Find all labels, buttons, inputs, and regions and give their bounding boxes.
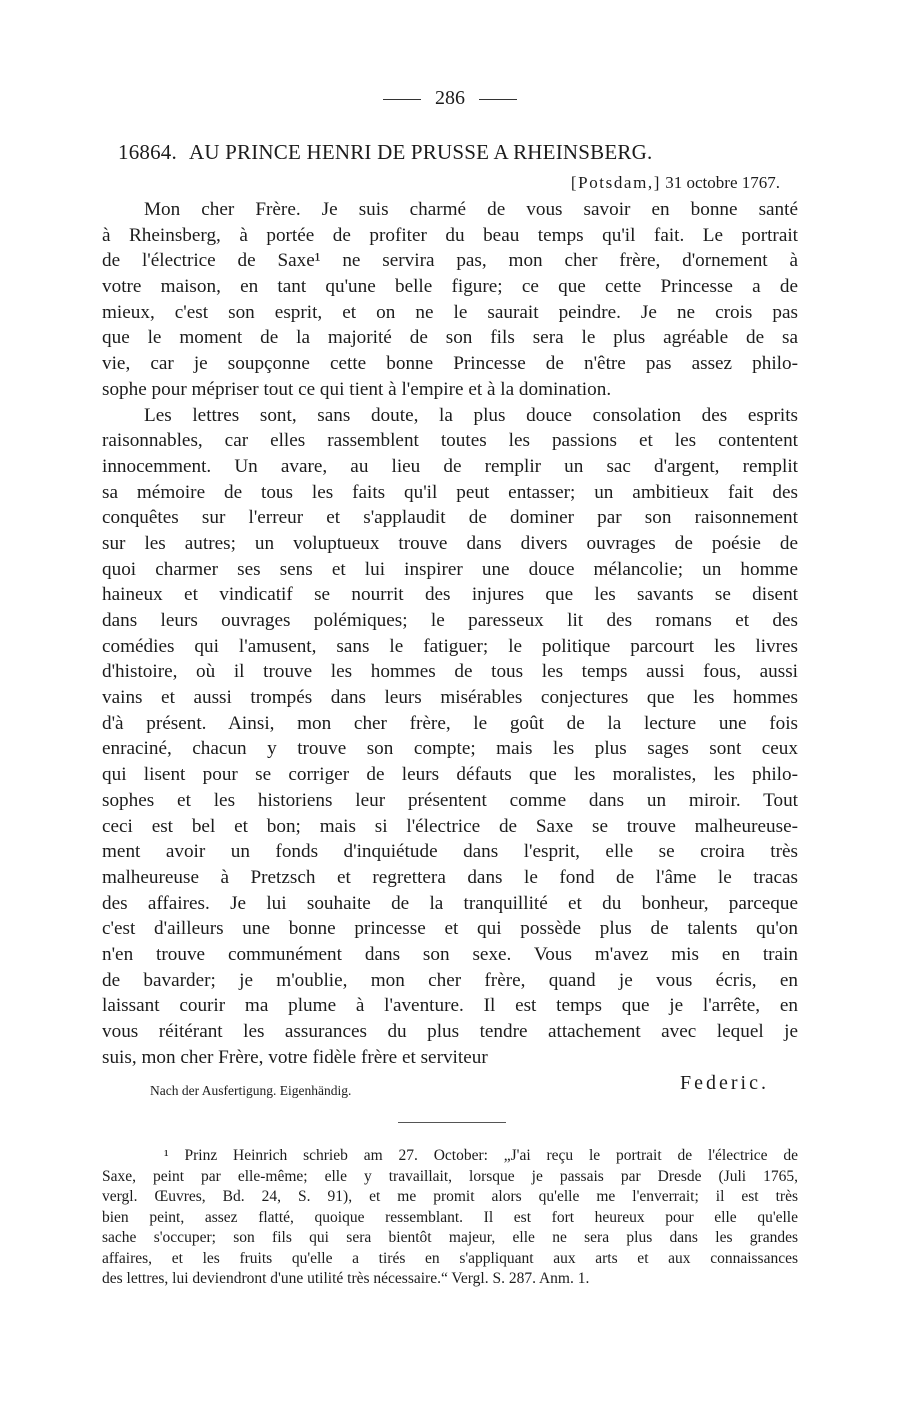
letter-title: AU PRINCE HENRI DE PRUSSE A RHEINSBERG.	[188, 140, 653, 164]
letter-line: dans leurs ouvrages polémiques; le paresseux lit des romans et des	[102, 610, 798, 631]
source-note: Nach der Ausfertigung. Eigenhändig.	[150, 1083, 352, 1098]
letter-line: mieux, c'est son esprit, et on ne le saurait peindre. Je ne crois pas	[102, 301, 798, 323]
page-number	[0, 86, 900, 110]
letter-line: sophes et les historiens leur présentent comme dans un miroir. Tout	[102, 789, 798, 811]
footnote-line: Saxe, peint par elle-même; elle y travaillait, lorsque je passais par Dresde (Juli 1765,	[102, 1167, 798, 1185]
letter-line: c'est d'ailleurs une bonne princesse et qui possède plus de talents qu'on	[102, 918, 798, 940]
letter-line: sophe pour mépriser tout ce qui tient à l'empire et à la domination.	[102, 378, 612, 400]
footnote-line: vergl. Œuvres, Bd. 24, S. 91), et me promit alors qu'elle me l'enverrait; il est très	[102, 1188, 798, 1205]
letter-line: sur les autres; un voluptueux trouve dans divers ouvrages de poésie de	[102, 532, 798, 554]
letter-number: 16864.	[118, 140, 177, 164]
dateline	[100, 172, 780, 194]
letter-line: sa mémoire de tous les faits qu'il peut entasser; un ambitieux fait des	[102, 481, 798, 503]
letter-line: qui lisent pour se corriger de leurs défauts que les moralistes, les philo-	[102, 764, 798, 786]
letter-line: à Rheinsberg, à portée de profiter du beau temps qu'il fait. Le portrait	[102, 224, 798, 246]
letter-line: comédies qui l'amusent, sans le fatiguer; le politique parcourt les livres	[102, 635, 798, 657]
page-number-left-dash	[383, 99, 421, 100]
letter-line: laissant courir ma plume à l'aventure. Il est temps que je l'arrête, en	[102, 995, 798, 1017]
letter-line: d'histoire, où il trouve les hommes de tous les temps aussi fous, aussi	[102, 661, 798, 683]
footnote	[102, 1146, 798, 1290]
letter-line: de l'électrice de Saxe¹ ne servira pas, mon cher frère, d'ornement à	[102, 250, 798, 272]
letter-line: vie, car je soupçonne cette bonne Princesse de n'être pas assez philo-	[102, 353, 798, 375]
letter-line: Mon cher Frère. Je suis charmé de vous savoir en bonne santé	[144, 199, 798, 220]
letter-body	[102, 197, 798, 1070]
footnote-line: affaires, et les fruits qu'elle a tirés en s'appliquant aux arts et aux connaissances	[102, 1249, 798, 1267]
footnote-line: sache s'occuper; son fils qui sera bientôt majeur, elle ne sera plus dans les grandes	[102, 1229, 798, 1246]
letter-line: haineux et vindicatif se nourrit des injures que les savants se disent	[102, 584, 798, 606]
signature: Federic.	[680, 1072, 769, 1094]
letter-line: malheureuse à Pretzsch et regrettera dans le fond de l'âme le tracas	[102, 866, 798, 888]
letter-line: d'à présent. Ainsi, mon cher frère, le goût de la lecture une fois	[102, 712, 798, 734]
letter-line: ceci est bel et bon; mais si l'électrice de Saxe se trouve malheureuse-	[102, 815, 798, 837]
letter-line: des affaires. Je lui souhaite de la tranquillité et du bonheur, parceque	[102, 892, 798, 914]
letter-line: de bavarder; je m'oublie, mon cher frère, quand je vous écris, en	[102, 969, 798, 991]
letter-line: quoi charmer ses sens et lui inspirer une douce mélancolie; un homme	[102, 558, 798, 580]
letter-line: que le moment de la majorité de son fils sera le plus agréable de sa	[102, 327, 798, 349]
page-number-right-dash	[479, 99, 517, 100]
letter-line: suis, mon cher Frère, votre fidèle frère et serviteur	[102, 1046, 488, 1068]
footnote-line: bien peint, assez flatté, quoique ressemblant. Il est fort heureux pour elle qu'elle	[102, 1208, 798, 1226]
letter-heading	[118, 139, 798, 165]
footnote-divider	[398, 1122, 506, 1123]
letter-line: ment avoir un fonds d'inquiétude dans l'esprit, elle se croira très	[102, 841, 798, 863]
letter-line: conquêtes sur l'erreur et s'applaudit de dominer par son raisonnement	[102, 507, 798, 529]
footnote-line: des lettres, lui deviendront d'une utilité très nécessaire.“ Vergl. S. 287. Anm. 1.	[102, 1270, 590, 1287]
letter-line: innocemment. Un avare, au lieu de remplir un sac d'argent, remplit	[102, 455, 798, 477]
dateline-place: [Potsdam,]	[570, 173, 662, 192]
page-number-value: 286	[435, 87, 465, 109]
letter-line: votre maison, en tant qu'une belle figure; ce que cette Princesse a de	[102, 276, 798, 298]
letter-line: raisonnables, car elles rassemblent toutes les passions et les contentent	[102, 430, 798, 452]
letter-line: vains et aussi trompés dans leurs misérables conjectures que les hommes	[102, 687, 798, 709]
footnote-line: ¹ Prinz Heinrich schrieb am 27. October: „J'ai reçu le portrait de l'électrice de	[164, 1147, 798, 1164]
letter-line: n'en trouve communément dans son sexe. Vous m'avez mis en train	[102, 943, 798, 965]
dateline-date: 31 octobre 1767.	[665, 173, 780, 192]
letter-line: enraciné, chacun y trouve son compte; mais les plus sages sont ceux	[102, 738, 798, 760]
letter-line: vous réitérant les assurances du plus tendre attachement avec lequel je	[102, 1021, 798, 1042]
letter-line: Les lettres sont, sans doute, la plus douce consolation des esprits	[144, 404, 798, 426]
